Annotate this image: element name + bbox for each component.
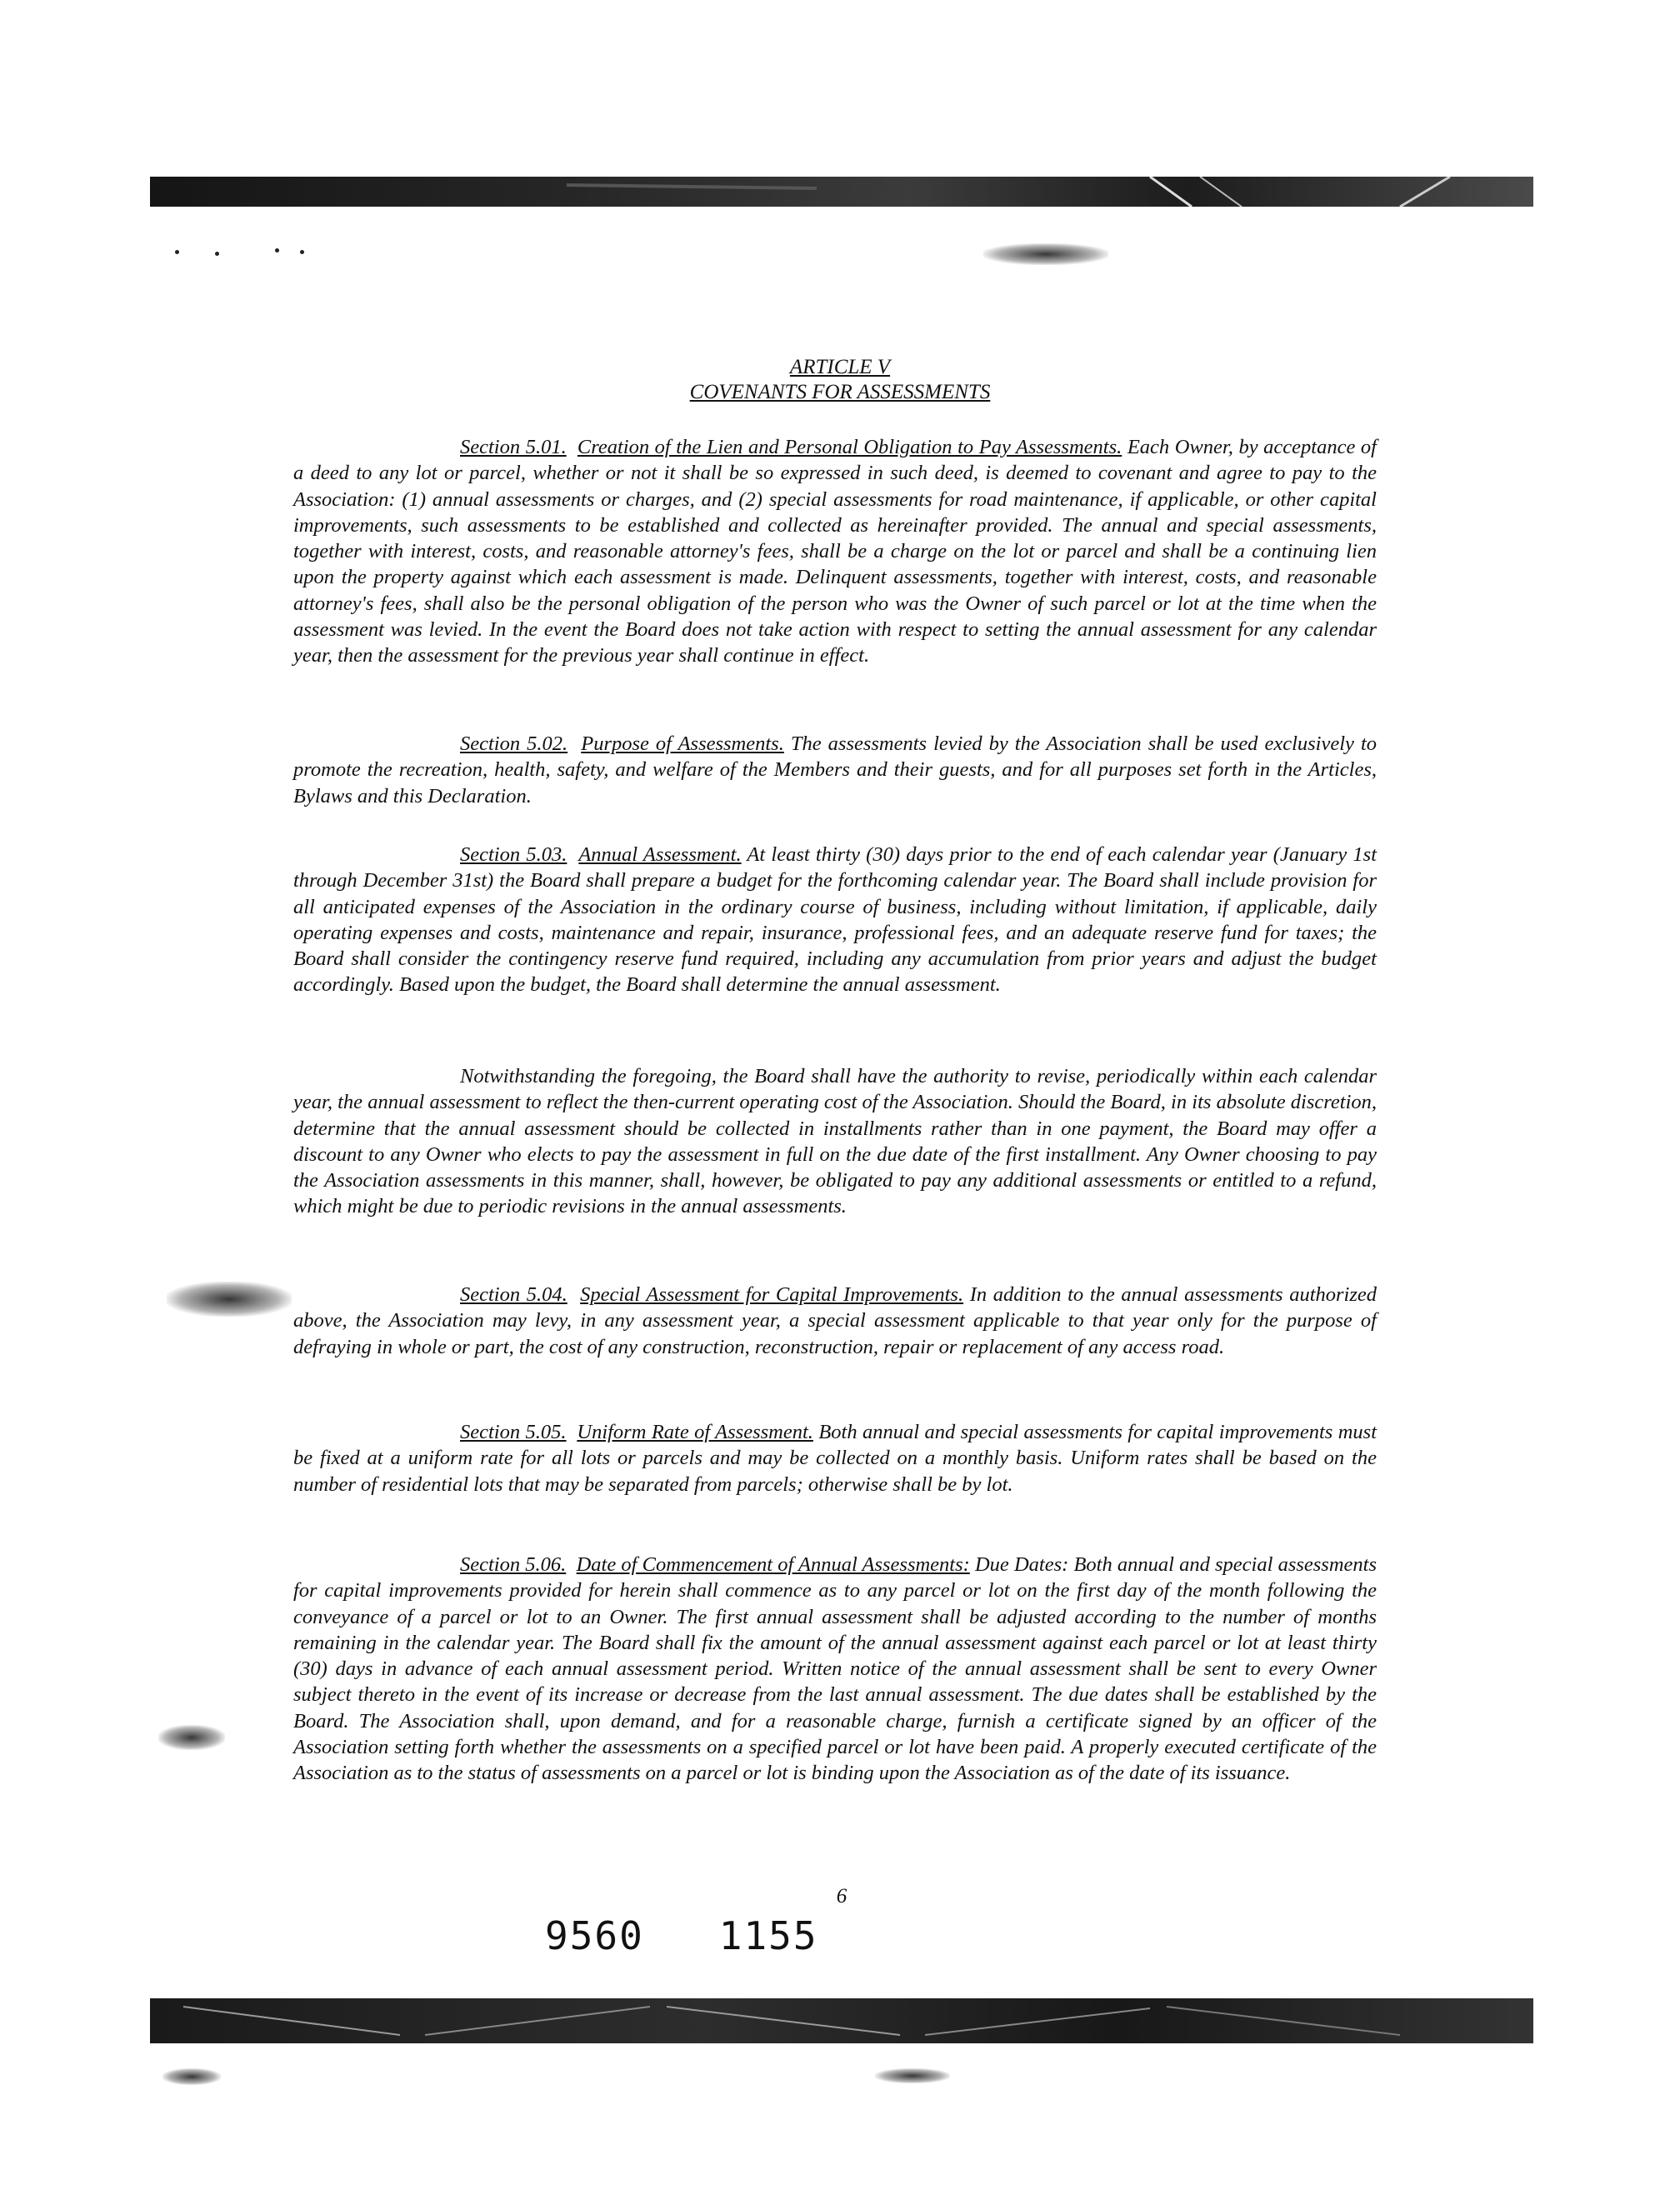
section-text: Both annual and special assessments for capital improvements must be fixed at a uniform rate for all lots or parcels and may be collected on a monthly basis. Uniform rates shall be based on the number of residential lots that may be separated from parcels; otherwise shall be by lot. — [293, 1421, 1378, 1496]
section-paragraph — [293, 1282, 1377, 1360]
recording-book: 9560 — [545, 1913, 644, 1958]
section-title: Annual Assessment. — [578, 843, 742, 866]
section-title: Date of Commencement of Annual Assessments: — [576, 1553, 970, 1576]
scan-smudge — [167, 1282, 292, 1317]
section-number: Section 5.06. — [460, 1553, 567, 1576]
section-paragraph — [293, 1552, 1377, 1787]
scan-smudge — [162, 2068, 221, 2085]
section-paragraph — [293, 434, 1377, 669]
section-number: Section 5.01. — [460, 436, 567, 458]
scan-smudge — [983, 243, 1108, 265]
scan-speck — [300, 250, 304, 254]
section-text: Notwithstanding the foregoing, the Board shall have the authority to revise, periodically within each calendar year, the annual assessment to reflect the then-current operating cost of the Association. Should the Board, in its absolute discretion, determine that the annual assessment should be collected in installments rather than in one payment, the Board may offer a discount to any Owner who elects to pay the assessment in full on the due date of the first installment. Any Owner choosing to pay the Association assessments in this manner, shall, however, be obligated to pay any additional assessments or entitled to a refund, which might be due to periodic revisions in the annual assessments. — [293, 1065, 1377, 1218]
scan-band-top — [150, 177, 1533, 207]
section-title: Special Assessment for Capital Improvements. — [580, 1283, 964, 1306]
article-title: COVENANTS FOR ASSESSMENTS — [689, 381, 991, 403]
section-paragraph — [293, 731, 1377, 809]
scan-smudge — [158, 1725, 225, 1750]
page-number: 6 — [836, 1885, 848, 1908]
article-number: ARTICLE V — [789, 356, 891, 378]
recording-page: 1155 — [718, 1913, 818, 1958]
section-number: Section 5.02. — [460, 732, 568, 755]
section-text: The assessments levied by the Association shall be used exclusively to promote the recreation, health, safety, and welfare of the Members and their guests, and for all purposes set forth in the Articles, Bylaws and this Declaration. — [293, 732, 1378, 808]
scan-speck — [275, 248, 279, 252]
section-text: Each Owner, by acceptance of a deed to any lot or parcel, whether or not it shall be so expressed in such deed, is deemed to covenant and agree to pay to the Association: (1) annual assessments or charges, and (2) special assessments for road maintenance, if applicable, or other capital improvements, such assessments to be established and collected as hereinafter provided. The annual and special assessments, together with interest, costs, and reasonable attorney's fees, shall be a charge on the lot or parcel and shall be a continuing lien upon the property against which each assessment is made. Delinquent assessments, together with interest, costs, and reasonable attorney's fees, shall also be the personal obligation of the person who was the Owner of such parcel or lot at the time when the assessment was levied. In the event the Board does not take action with respect to setting the annual assessment for any calendar year, then the assessment for the previous year shall continue in effect. — [293, 436, 1377, 668]
section-paragraph — [293, 842, 1377, 998]
section-text: In addition to the annual assessments authorized above, the Association may levy, in any assessment year, a special assessment applicable to that year only for the purpose of defraying in whole or part, the cost of any construction, reconstruction, repair or replacement of any access road. — [293, 1283, 1377, 1358]
section-number: Section 5.05. — [460, 1421, 567, 1443]
scan-speck — [215, 252, 219, 256]
scan-band-top-streaks — [150, 177, 1533, 207]
section-paragraph — [293, 1419, 1377, 1498]
section-title: Purpose of Assessments. — [581, 732, 784, 755]
section-title: Creation of the Lien and Personal Obligation to Pay Assessments. — [577, 436, 1122, 458]
notwithstanding-paragraph — [293, 1063, 1377, 1220]
recording-stamp — [545, 1913, 818, 1958]
section-text: Due Dates: Both annual and special assessments for capital improvements provided for herein shall commence as to any parcel or lot on the first day of the month following the conveyance of a parcel or lot to an Owner. The first annual assessment shall be adjusted according to the number of months remaining in the calendar year. The Board shall fix the amount of the annual assessment against each parcel or lot at least thirty (30) days in advance of each annual assessment period. Written notice of the annual assessment shall be sent to every Owner subject thereto in the event of its increase or decrease from the last annual assessment. The due dates shall be established by the Board. The Association shall, upon demand, and for a reasonable charge, furnish a certificate signed by an officer of the Association setting forth whether the assessments on a specified parcel or lot have been paid. A properly executed certificate of the Association as to the status of assessments on a parcel or lot is binding upon the Association as of the date of its issuance. — [293, 1553, 1377, 1785]
section-number: Section 5.04. — [460, 1283, 568, 1306]
section-number: Section 5.03. — [460, 843, 568, 866]
section-text: At least thirty (30) days prior to the end of each calendar year (January 1st through December 31st) the Board shall prepare a budget for the forthcoming calendar year. The Board shall include provision for all anticipated expenses of the Association in the ordinary course of business, including without limitation, if applicable, daily operating expenses and costs, maintenance and repair, insurance, professional fees, and an adequate reserve fund for taxes; the Board shall consider the contingency reserve fund required, including any accumulation from prior years and adjust the budget accordingly. Based upon the budget, the Board shall determine the annual assessment. — [293, 843, 1377, 997]
scan-band-bottom — [150, 1998, 1533, 2043]
scan-smudge — [875, 2068, 950, 2083]
section-title: Uniform Rate of Assessment. — [577, 1421, 813, 1443]
scan-speck — [175, 250, 179, 254]
scan-band-bottom-streaks — [150, 1998, 1533, 2043]
